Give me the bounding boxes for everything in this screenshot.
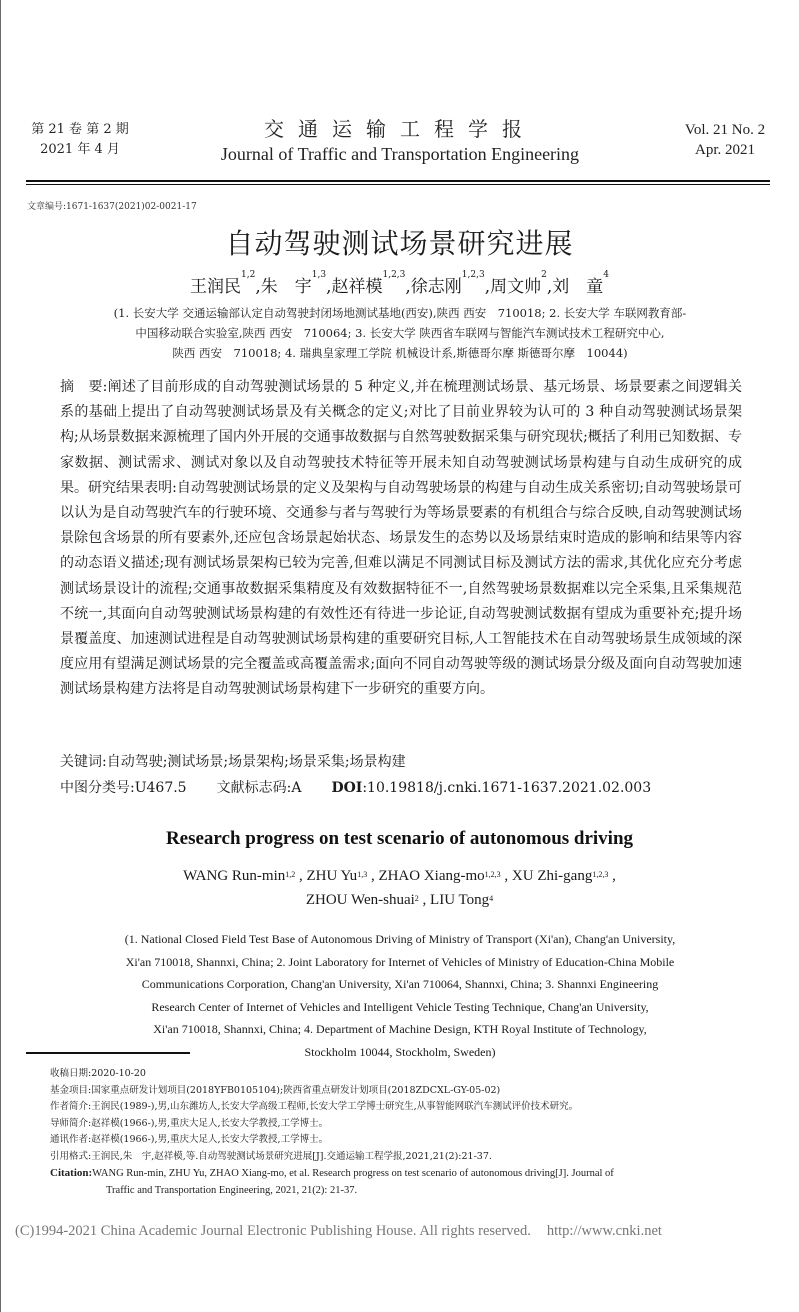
page-left-border [0, 0, 1, 1312]
author-name: 徐志刚 [410, 277, 462, 297]
copyright-text: (C)1994-2021 China Academic Journal Electronic Publishing House. All rights reserved. [15, 1223, 531, 1239]
author-name: WANG Run-min [183, 868, 286, 884]
volume-issue-cn: 第 21 卷 第 2 期 [31, 122, 129, 137]
journal-name-en: Journal of Traffic and Transportation Engineering [220, 144, 580, 164]
author-affiliation-mark: 2 [414, 894, 419, 903]
advisor-bio: 导师简介:赵祥模(1966-),男,重庆大足人,长安大学教授,工学博士。 [50, 1117, 329, 1129]
affiliations-en [20, 928, 780, 1063]
footnotes [50, 1066, 790, 1199]
affiliation-line: Research Center of Internet of Vehicles and Intelligent Vehicle Testing Technique, Chang'an University, [151, 999, 649, 1014]
author-affiliation-mark: 1,2,3 [382, 270, 406, 280]
author-name: 刘 童 [552, 277, 604, 297]
affiliation-line: Stockholm 10044, Stockholm, Sweden) [304, 1044, 496, 1059]
affiliation-line: (1. 长安大学 交通运输部认定自动驾驶封闭场地测试基地(西安),陕西 西安 710018; 2. 长安大学 车联网教育部- [113, 306, 687, 320]
author-bio: 作者简介:王润民(1989-),男,山东潍坊人,长安大学高级工程师,长安大学工学博士研究生,从事智能网联汽车测试评价技术研究。 [50, 1101, 579, 1112]
authors-en: WANG Run-$\min^{1,2}$ , ZHU Yu$^{1,3}$ , ZHAO Xiang-mo$^{1,2,3}$ , XU Zhi-gang$^{1,2,3}$ , ZHOU Wen-shuai$^2$ , LIU Tong$^4$ [183, 868, 616, 908]
author-name: XU Zhi-gang [511, 868, 593, 884]
author-name: 王润民 [190, 277, 242, 297]
author-affiliation-mark: 4 [603, 270, 609, 280]
affiliation-line: Communications Corporation, Chang'an University, Xi'an 710064, Shannxi, China; 3. Shannxi Engineering [141, 977, 659, 991]
header-rule-thick [26, 180, 770, 182]
affiliation-line: 陕西 西安 710018; 4. 瑞典皇家理工学院 机械设计系,斯德哥尔摩 斯德哥尔摩 10044) [172, 346, 628, 360]
footnote-rule [26, 1052, 190, 1054]
document-code: 文献标志码:A [216, 780, 302, 796]
copyright-footer [15, 1223, 662, 1240]
author-name: 朱 宇 [260, 277, 312, 297]
header-right [660, 120, 790, 160]
author-affiliation-mark: 1,3 [357, 870, 368, 879]
author-name: ZHOU Wen-shuai [305, 892, 415, 908]
author-name: 周文帅 [490, 277, 542, 297]
author-name: 赵祥模 [331, 277, 383, 297]
authors-cn: 王润民$^{1,2}$,朱 宇$^{1,3}$,赵祥模$^{1,2,3}$,徐志刚$^{1,2,3}$,周文帅$^2$,刘 童$^4$ [190, 270, 609, 297]
affiliation-line: Xi'an 710018, Shannxi, China; 4. Department of Machine Design, KTH Royal Institute of Technology, [153, 1022, 647, 1036]
title-en: Research progress on test scenario of autonomous driving [165, 828, 634, 849]
citation-en-line1: WANG Run-min, ZHU Yu, ZHAO Xiang-mo, et al. Research progress on test scenario of autonomous driving[J]. Journal of [92, 1168, 614, 1179]
corresponding-author: 通讯作者:赵祥模(1966-),男,重庆大足人,长安大学教授,工学博士。 [50, 1134, 329, 1145]
author-affiliation-mark: 1,2,3 [484, 870, 501, 879]
article-number: 文章编号:1671-1637(2021)02-0021-17 [27, 202, 197, 212]
header-left [20, 120, 140, 160]
received-date: 收稿日期:2020-10-20 [50, 1068, 146, 1079]
date-en: Apr. 2021 [695, 142, 755, 158]
cnki-url[interactable]: http://www.cnki.net [546, 1223, 662, 1239]
author-affiliation-mark: 2 [541, 270, 547, 280]
author-affiliation-mark: 4 [489, 894, 494, 903]
author-affiliation-mark: 1,2 [241, 270, 256, 280]
author-affiliation-mark: 1,2,3 [592, 870, 609, 879]
abstract-text: 阐述了目前形成的自动驾驶测试场景的 5 种定义,并在梳理测试场景、基元场景、场景要素之间逻辑关系的基础上提出了自动驾驶测试场景及有关概念的定义;对比了目前业界较为认可的 3 种自动驾驶测试场景架构;从场景数据来源梳理了国内外开展的交通事故数据与自然驾驶数据采集与研究现状;概括了利用已知数据、专家数据、测试需求、测试对象以及自动驾驶技术特征等开展未知自动驾驶测试场景构建与自动生成研究的成果。研究结果表明:自动驾驶测试场景的定义及架构与自动驾驶场景的构建与自动生成关系密切;自动驾驶场景可以认为是自动驾驶汽车的行驶环境、交通参与者与驾驶行为等场景要素的有机组合与综合反映,自动驾驶测试场景除包含场景的所有要素外,还应包含场景起始状态、场景发生的态势以及场景结束时造成的影响和结果等内容的动态语义描述;现有测试场景架构已较为完善,但难以满足不同测试目标及测试方法的需求,其优化应充分考虑测试场景设计的流程;交通事故数据采集精度及有效数据特征不一,自然驾驶场景数据难以完全采集,且采集规范不统一,其面向自动驾驶测试场景构建的有效性还有待进一步论证,自动驾驶测试数据有望成为重要补充;提升场景覆盖度、加速测试进程是自动驾驶测试场景构建的重要研究目标,人工智能技术在自动驾驶场景生成领域的深度应用有望满足测试场景的完全覆盖或高覆盖需求;面向不同自动驾驶等级的测试场景分级及面向自动驾驶加速测试场景构建方法将是自动驾驶测试场景构建下一步研究的重要方向。 [60, 379, 743, 698]
keywords: 关键词:自动驾驶;测试场景;场景架构;场景采集;场景构建 [60, 754, 406, 770]
abstract-label: 摘 要: [60, 379, 108, 395]
citation-en [50, 1165, 790, 1183]
author-affiliation-mark: 1,2,3 [461, 270, 485, 280]
volume-issue-en: Vol. 21 No. 2 [684, 122, 766, 138]
doi-value: :10.19818/j.cnki.1671-1637.2021.02.003 [362, 780, 652, 796]
affiliation-line: 中国移动联合实验室,陕西 西安 710064; 3. 长安大学 陕西省车联网与智能汽车测试技术工程研究中心, [135, 326, 665, 340]
citation-en-line2: Traffic and Transportation Engineering, 2021, 21(2): 21-37. [106, 1184, 358, 1196]
citation-cn: 引用格式:王润民,朱 宇,赵祥模,等.自动驾驶测试场景研究进展[J].交通运输工程学报,2021,21(2):21-37. [50, 1150, 492, 1162]
doi-label: DOI [331, 780, 363, 796]
header-center [160, 116, 640, 166]
journal-name-cn: 交通运输工程学报 [264, 117, 536, 141]
clc-number: 中图分类号:U467.5 [60, 780, 187, 796]
funding: 基金项目:国家重点研发计划项目(2018YFB0105104);陕西省重点研发计划项目(2018ZDCXL-GY-05-02) [50, 1084, 501, 1096]
author-affiliation-mark: 1,2 [285, 870, 296, 879]
author-affiliation-mark: 1,3 [311, 270, 327, 280]
author-name: ZHAO Xiang-mo [378, 868, 485, 884]
abstract [60, 375, 742, 703]
author-name: LIU Tong [430, 892, 490, 908]
citation-en-label: Citation: [50, 1167, 93, 1179]
author-name: ZHU Yu [306, 868, 358, 884]
date-cn: 2021 年 4 月 [40, 142, 120, 157]
affiliation-line: (1. National Closed Field Test Base of Autonomous Driving of Ministry of Transport (Xi'an), Chang'an University, [124, 932, 676, 946]
affiliation-line: Xi'an 710018, Shannxi, China; 2. Joint Laboratory for Internet of Vehicles of Ministry of Education-China Mobile [125, 954, 675, 969]
affiliations-cn [40, 303, 760, 363]
header-rule-thin [26, 184, 770, 185]
title-cn: 自动驾驶测试场景研究进展 [225, 227, 574, 260]
classification-line [60, 777, 651, 797]
